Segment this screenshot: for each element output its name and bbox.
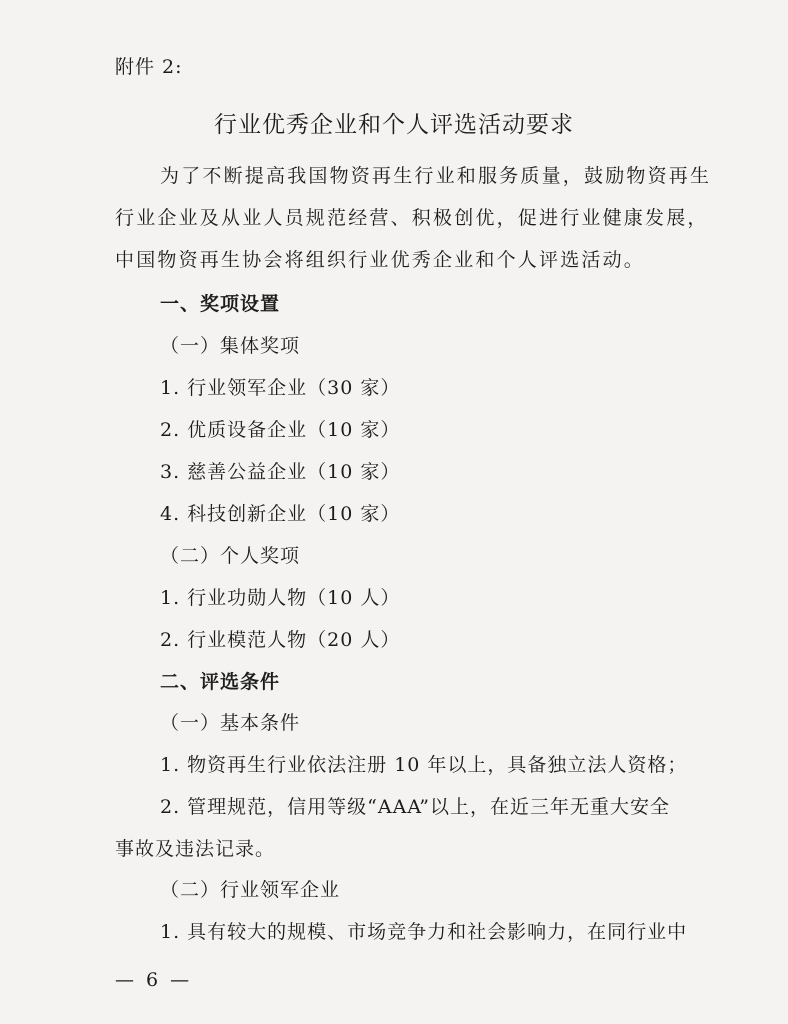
attachment-label: 附件 2: (115, 56, 183, 78)
award-item: 1. 行业领军企业（30 家） (160, 377, 401, 399)
section-1-group-2-heading: （二）个人奖项 (160, 545, 301, 567)
section-2-group-1-heading: （一）基本条件 (160, 712, 301, 734)
section-1-heading: 一、奖项设置 (160, 293, 281, 315)
award-item: 2. 优质设备企业（10 家） (160, 419, 401, 441)
section-2-heading: 二、评选条件 (160, 671, 281, 693)
condition-item: 2. 管理规范，信用等级“AAA”以上，在近三年无重大安全 (160, 796, 670, 818)
condition-item: 1. 物资再生行业依法注册 10 年以上，具备独立法人资格； (160, 754, 688, 776)
intro-line-3: 中国物资再生协会将组织行业优秀企业和个人评选活动。 (115, 249, 646, 271)
award-item: 4. 科技创新企业（10 家） (160, 503, 401, 525)
document-title: 行业优秀企业和个人评选活动要求 (214, 112, 574, 138)
intro-line-1: 为了不断提高我国物资再生行业和服务质量，鼓励物资再生 (160, 165, 712, 187)
award-item: 2. 行业模范人物（20 人） (160, 629, 401, 651)
condition-item: 1. 具有较大的规模、市场竞争力和社会影响力，在同行业中 (160, 921, 688, 943)
award-item: 1. 行业功勋人物（10 人） (160, 587, 401, 609)
section-1-group-1-heading: （一）集体奖项 (160, 335, 301, 357)
page-number: — 6 — (115, 969, 193, 991)
section-2-group-2-heading: （二）行业领军企业 (160, 879, 341, 901)
award-item: 3. 慈善公益企业（10 家） (160, 461, 401, 483)
condition-item-continuation: 事故及违法记录。 (115, 838, 276, 860)
intro-line-2: 行业企业及从业人员规范经营、积极创优，促进行业健康发展， (115, 207, 709, 229)
